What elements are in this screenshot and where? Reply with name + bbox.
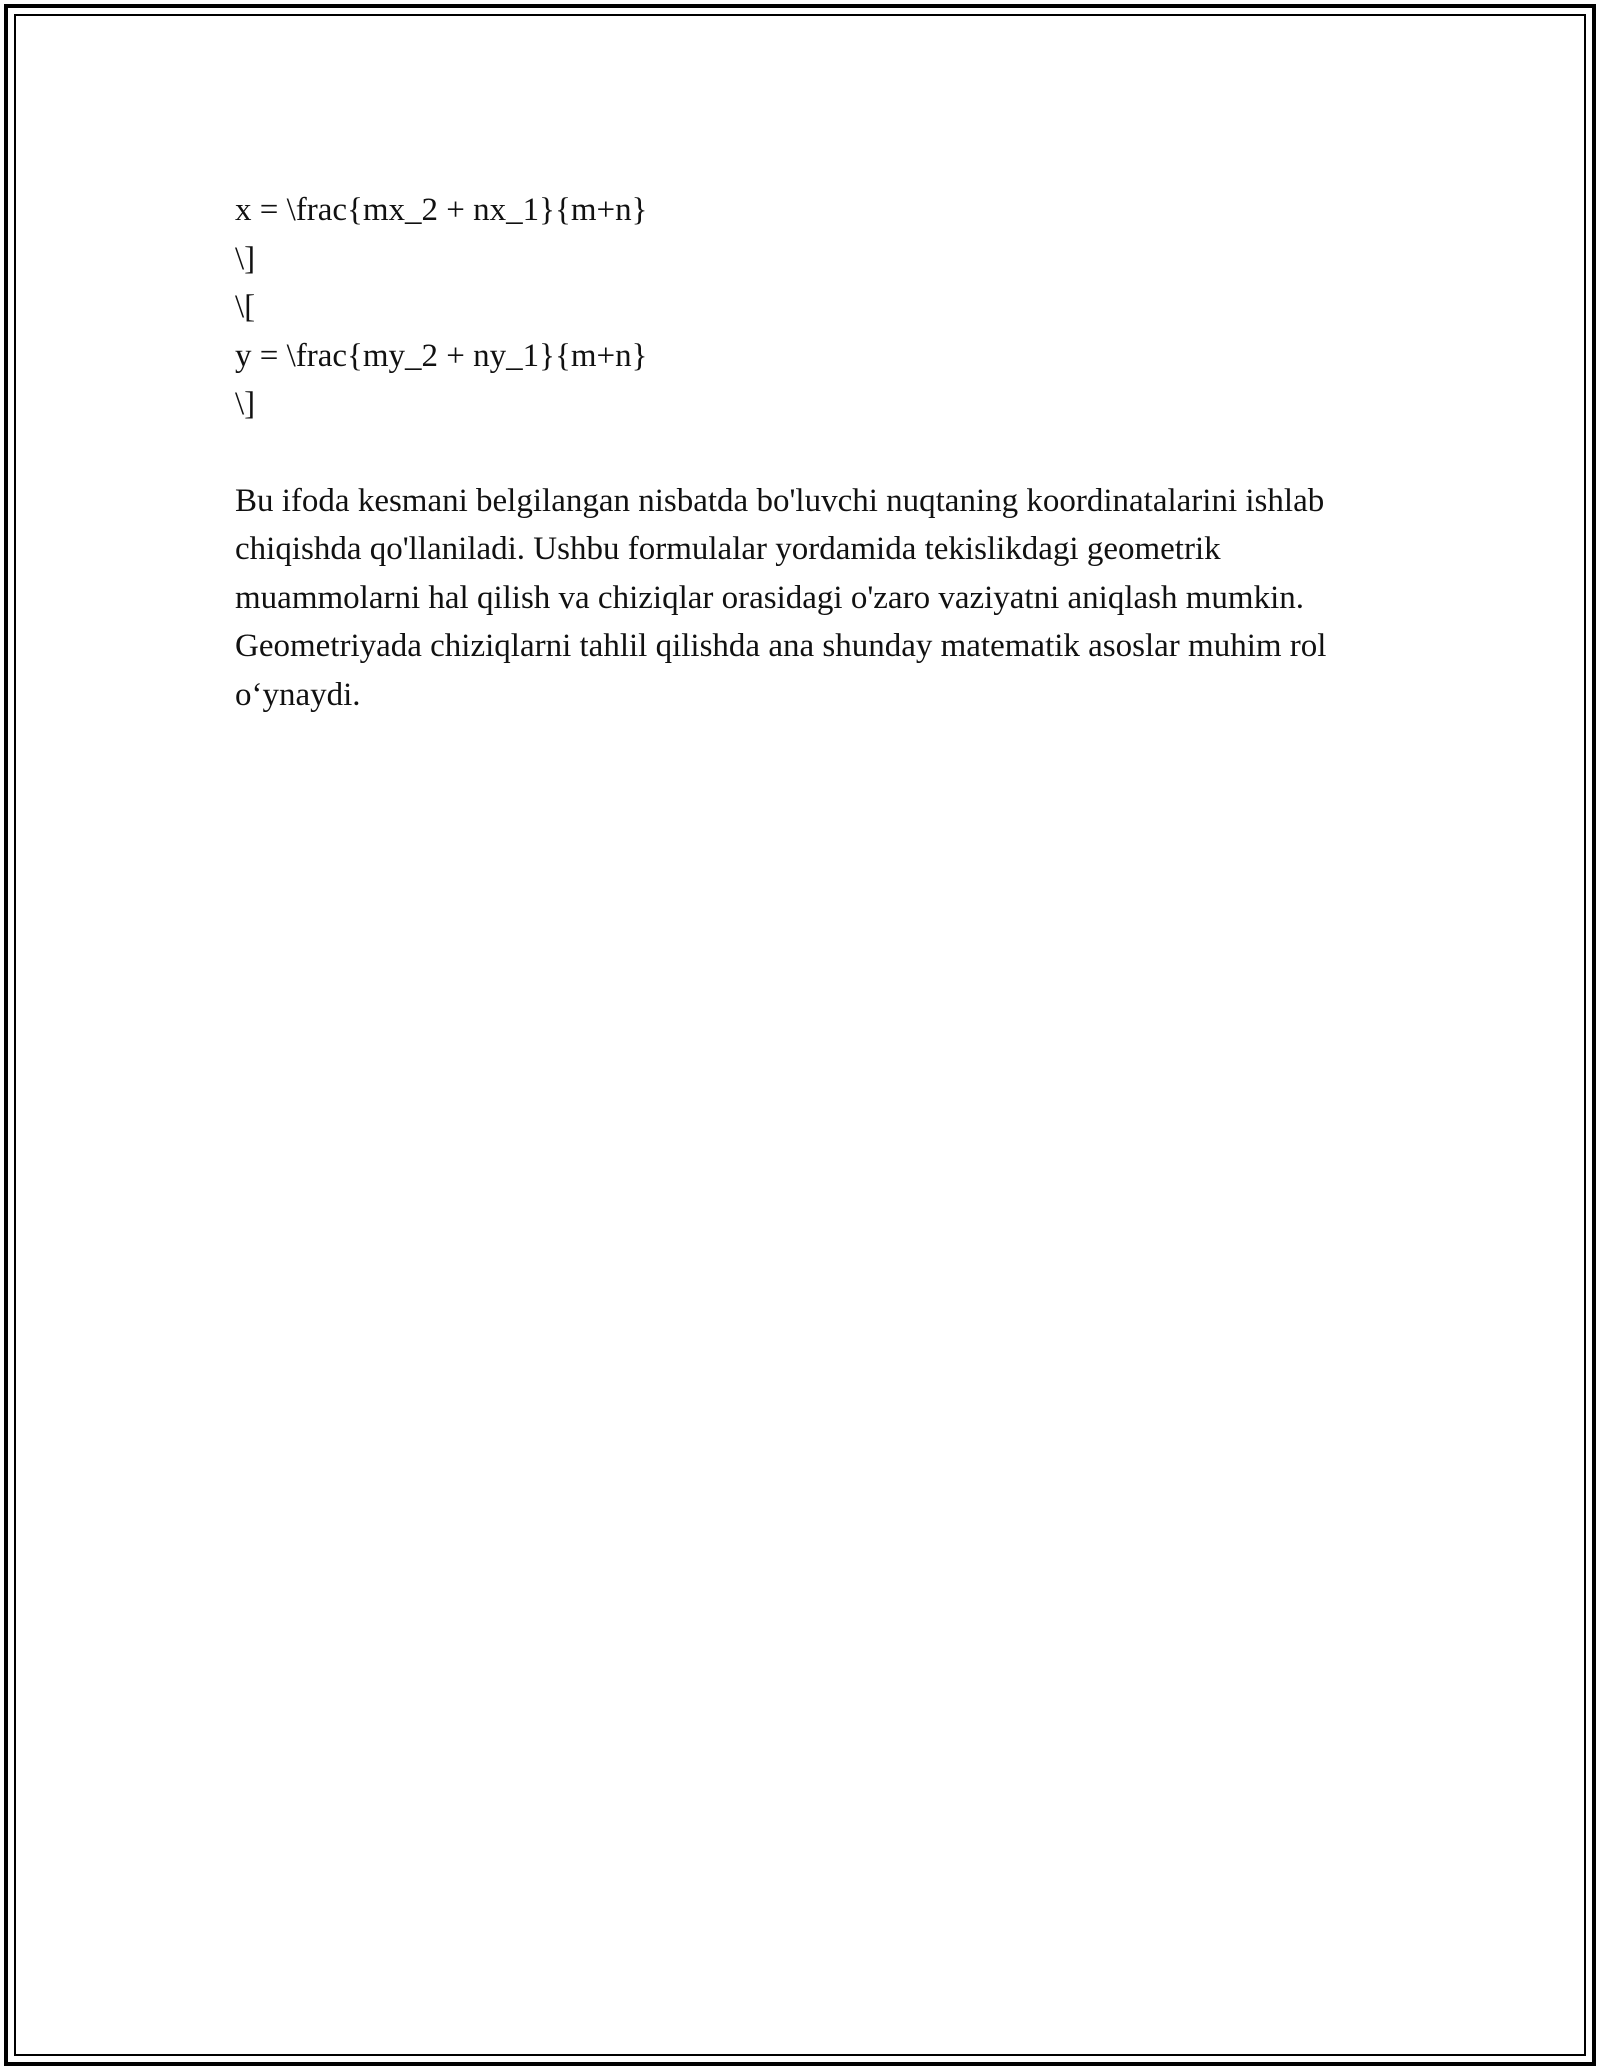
formula-line-x: x = \frac{mx_2 + nx_1}{m+n} [235,192,648,228]
body-paragraph: Bu ifoda kesmani belgilangan nisbatda bo'luvchi nuqtaning koordinatalarini ishlab chiqishda qo'llaniladi. Ushbu formulalar yordamida tekislikdagi geometrik muammolarni hal qilish va chiziqlar orasidagi o'zaro vaziyatni aniqlash mumkin. Geometriyada chiziqlarni tahlil qilishda ana shunday matematik asoslar muhim rol o‘ynaydi. [235,482,1327,713]
formula-block [235,186,1375,429]
formula-line-close-bracket-2: \] [235,386,256,422]
formula-line-y: y = \frac{my_2 + ny_1}{m+n} [235,337,648,374]
formula-line-close-bracket: \] [235,240,256,277]
formula-line-open-bracket: \[ [235,289,256,325]
document-body [235,186,1375,719]
